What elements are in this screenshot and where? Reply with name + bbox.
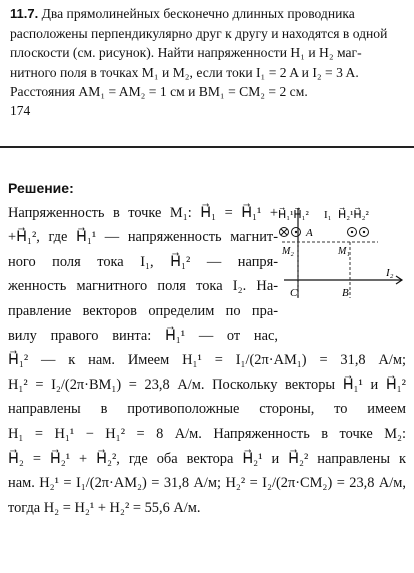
figure-label-M1: M₁ [338,246,350,257]
problem-statement [10,4,406,102]
solution-line-3: ного поля тока I₁, H⃗₁² — напря- [8,253,278,270]
figure-label-I2: I₂ [386,267,394,279]
problem-line-2: расположены перпендикулярно друг к другу и находятся в одной [10,25,388,41]
problem-line-3: плоскости (см. рисунок). Найти напряженности H₁ и H₂ маг- [10,45,362,60]
solution-line-2: +H⃗₁², где H⃗₁¹ — напряженность магнит- [8,229,278,246]
solution-heading: Решение: [8,180,74,196]
solution-line-13: тогда H₂ = H₂¹ + H₂² = 55,6 А/м. [8,499,201,516]
cross-symbol-icon [280,228,289,237]
solution-line-11: H⃗₂ = H⃗₂¹ + H⃗₂², где оба вектора H⃗₂¹ и H⃗₂² направлены к [8,450,406,467]
problem-number: 11.7. [10,6,39,21]
dot-symbol-icon [360,228,369,237]
figure-label-H1: H⃗₁¹H⃗₁² [278,209,309,221]
page-number: 174 [10,103,31,118]
figure-label-A: A [306,227,313,239]
dot-symbol-icon [348,228,357,237]
problem-line-4: нитного поля в точках M₁ и M₂, если токи I₁ = 2 A и I₂ = 3 A. [10,64,359,80]
solution-line-8: H₁² = I₂/(2π·BM₁) = 23,8 А/м. Поскольку векторы H⃗₁¹ и H⃗₁² [8,376,406,393]
dot-symbol-icon [292,228,301,237]
solution-line-7: H⃗₁² — к нам. Имеем H₁¹ = I₁/(2π·AM₁) = 31,8 А/м; [8,352,406,369]
solution-line-1: Напряженность в точке M₁: H⃗₁ = H⃗₁¹ + [8,204,278,221]
problem-line-1: 11.7. Два прямолинейных бесконечно длинных проводника [10,6,355,21]
solution-line-12: нам. H₂¹ = I₁/(2π·AM₂) = 31,8 А/м; H₂² = I₂/(2π·CM₂) = 23,8 А/м, [8,475,406,492]
problem-line-5: Расстояния AM₁ = AM₂ = 1 см и BM₁ = CM₂ = 2 см. [10,84,308,99]
solution-line-4: женность магнитного поля тока I₂. На- [8,278,278,295]
figure-label-C: C [290,287,298,299]
figure-label-M2: M₂ [282,246,294,257]
solution-line-10: H₁ = H₁¹ − H₁² = 8 А/м. Напряженность в точке M₂: [8,425,406,442]
solution-line-6: вилу правого винта: H⃗₁¹ — от нас, [8,327,278,344]
solution-line-9: направлены в противоположные стороны, то имеем [8,401,406,418]
page-divider [0,146,414,148]
figure-label-I1: I₁ [324,209,332,221]
figure-label-H2: H⃗₂¹H⃗₂² [338,209,369,221]
figure-label-B: B [342,287,349,299]
solution-line-5: правление векторов определим по пра- [8,302,278,319]
conductor-diagram [278,198,408,308]
